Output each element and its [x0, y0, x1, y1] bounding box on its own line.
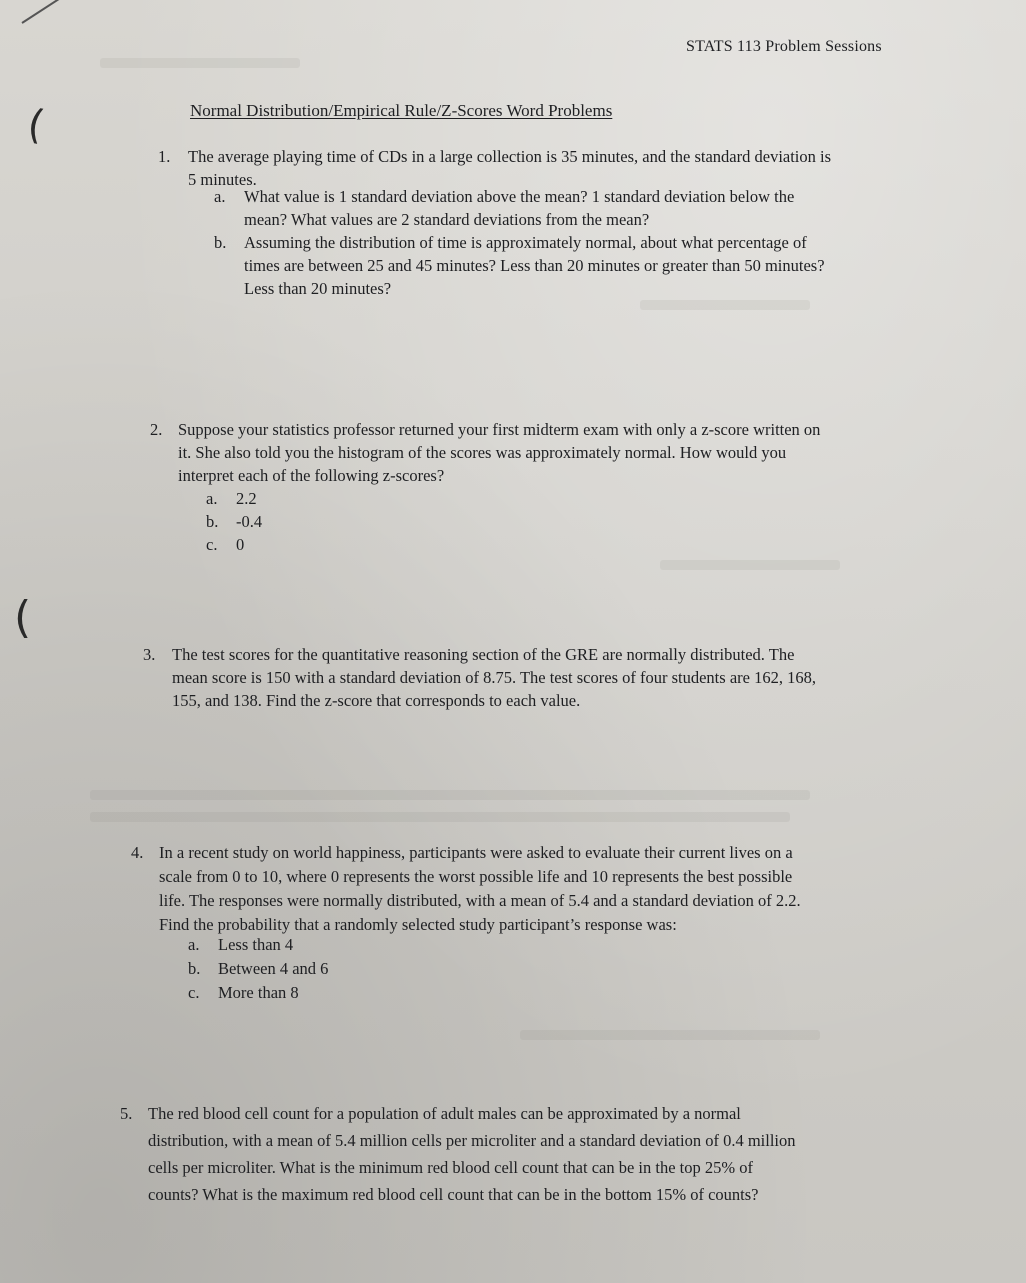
part-text-line: 0 [236, 535, 245, 554]
part-text-line: Less than 20 minutes? [244, 279, 392, 298]
bleed-through-mark [640, 300, 810, 310]
problem-text-line: In a recent study on world happiness, participants were asked to evaluate their current lives on a [159, 843, 793, 862]
part-text-line: times are between 25 and 45 minutes? Less than 20 minutes or greater than 50 minutes? [244, 256, 825, 275]
bleed-through-mark [90, 790, 810, 800]
problem-text-line: The red blood cell count for a population of adult males can be approximated by a normal [148, 1104, 741, 1123]
problem-text-line: 5 minutes. [188, 170, 257, 189]
pen-stroke-mark [21, 0, 72, 24]
problem-number: 5. [120, 1104, 133, 1123]
problem-text-line: counts? What is the maximum red blood cell count that can be in the bottom 15% of counts? [148, 1185, 759, 1204]
part-letter: c. [206, 535, 218, 554]
part-letter: c. [188, 983, 200, 1002]
problem-text-line: it. She also told you the histogram of the scores was approximately normal. How would you [178, 443, 787, 462]
part-letter: b. [214, 233, 227, 252]
bleed-through-mark [520, 1030, 820, 1040]
problem-text-line: The average playing time of CDs in a large collection is 35 minutes, and the standard deviation is [188, 147, 832, 166]
problem-text-line: Find the probability that a randomly selected study participant’s response was: [159, 915, 677, 934]
part-text-line: Less than 4 [218, 935, 294, 954]
problem-text-line: The test scores for the quantitative reasoning section of the GRE are normally distributed. The [172, 645, 795, 664]
problem-text-line: scale from 0 to 10, where 0 represents the worst possible life and 10 represents the best possible [159, 867, 793, 886]
bracket-mark: ( [14, 592, 32, 643]
part-text-line: Assuming the distribution of time is approximately normal, about what percentage of [244, 233, 807, 252]
problem-number: 1. [158, 147, 171, 166]
problem-number: 4. [131, 843, 144, 862]
part-letter: b. [188, 959, 201, 978]
part-letter: b. [206, 512, 219, 531]
worksheet-title: Normal Distribution/Empirical Rule/Z-Scores Word Problems [190, 101, 613, 120]
bleed-through-mark [100, 58, 300, 68]
part-text-line: 2.2 [236, 489, 257, 508]
problem-text-line: 155, and 138. Find the z-score that corresponds to each value. [172, 691, 581, 710]
problem-text-line: cells per microliter. What is the minimum red blood cell count that can be in the top 25% of [148, 1158, 753, 1177]
part-letter: a. [206, 489, 218, 508]
part-text-line: mean? What values are 2 standard deviations from the mean? [244, 210, 650, 229]
problem-text-line: interpret each of the following z-scores? [178, 466, 445, 485]
course-header: STATS 113 Problem Sessions [686, 38, 882, 55]
bleed-through-mark [660, 560, 840, 570]
part-text-line: Between 4 and 6 [218, 959, 329, 978]
bracket-mark: ( [24, 100, 48, 150]
part-letter: a. [214, 187, 226, 206]
bleed-through-mark [90, 812, 790, 822]
problem-text-line: life. The responses were normally distributed, with a mean of 5.4 and a standard deviation of 2.2. [159, 891, 801, 910]
part-letter: a. [188, 935, 200, 954]
part-text-line: More than 8 [218, 983, 299, 1002]
problem-text-line: distribution, with a mean of 5.4 million cells per microliter and a standard deviation of 0.4 million [148, 1131, 796, 1150]
problem-text-line: mean score is 150 with a standard deviation of 8.75. The test scores of four students are 162, 168, [172, 668, 816, 687]
problem-number: 3. [143, 645, 156, 664]
part-text-line: -0.4 [236, 512, 263, 531]
problem-number: 2. [150, 420, 163, 439]
part-text-line: What value is 1 standard deviation above the mean? 1 standard deviation below the [244, 187, 795, 206]
problem-text-line: Suppose your statistics professor returned your first midterm exam with only a z-score written on [178, 420, 821, 439]
